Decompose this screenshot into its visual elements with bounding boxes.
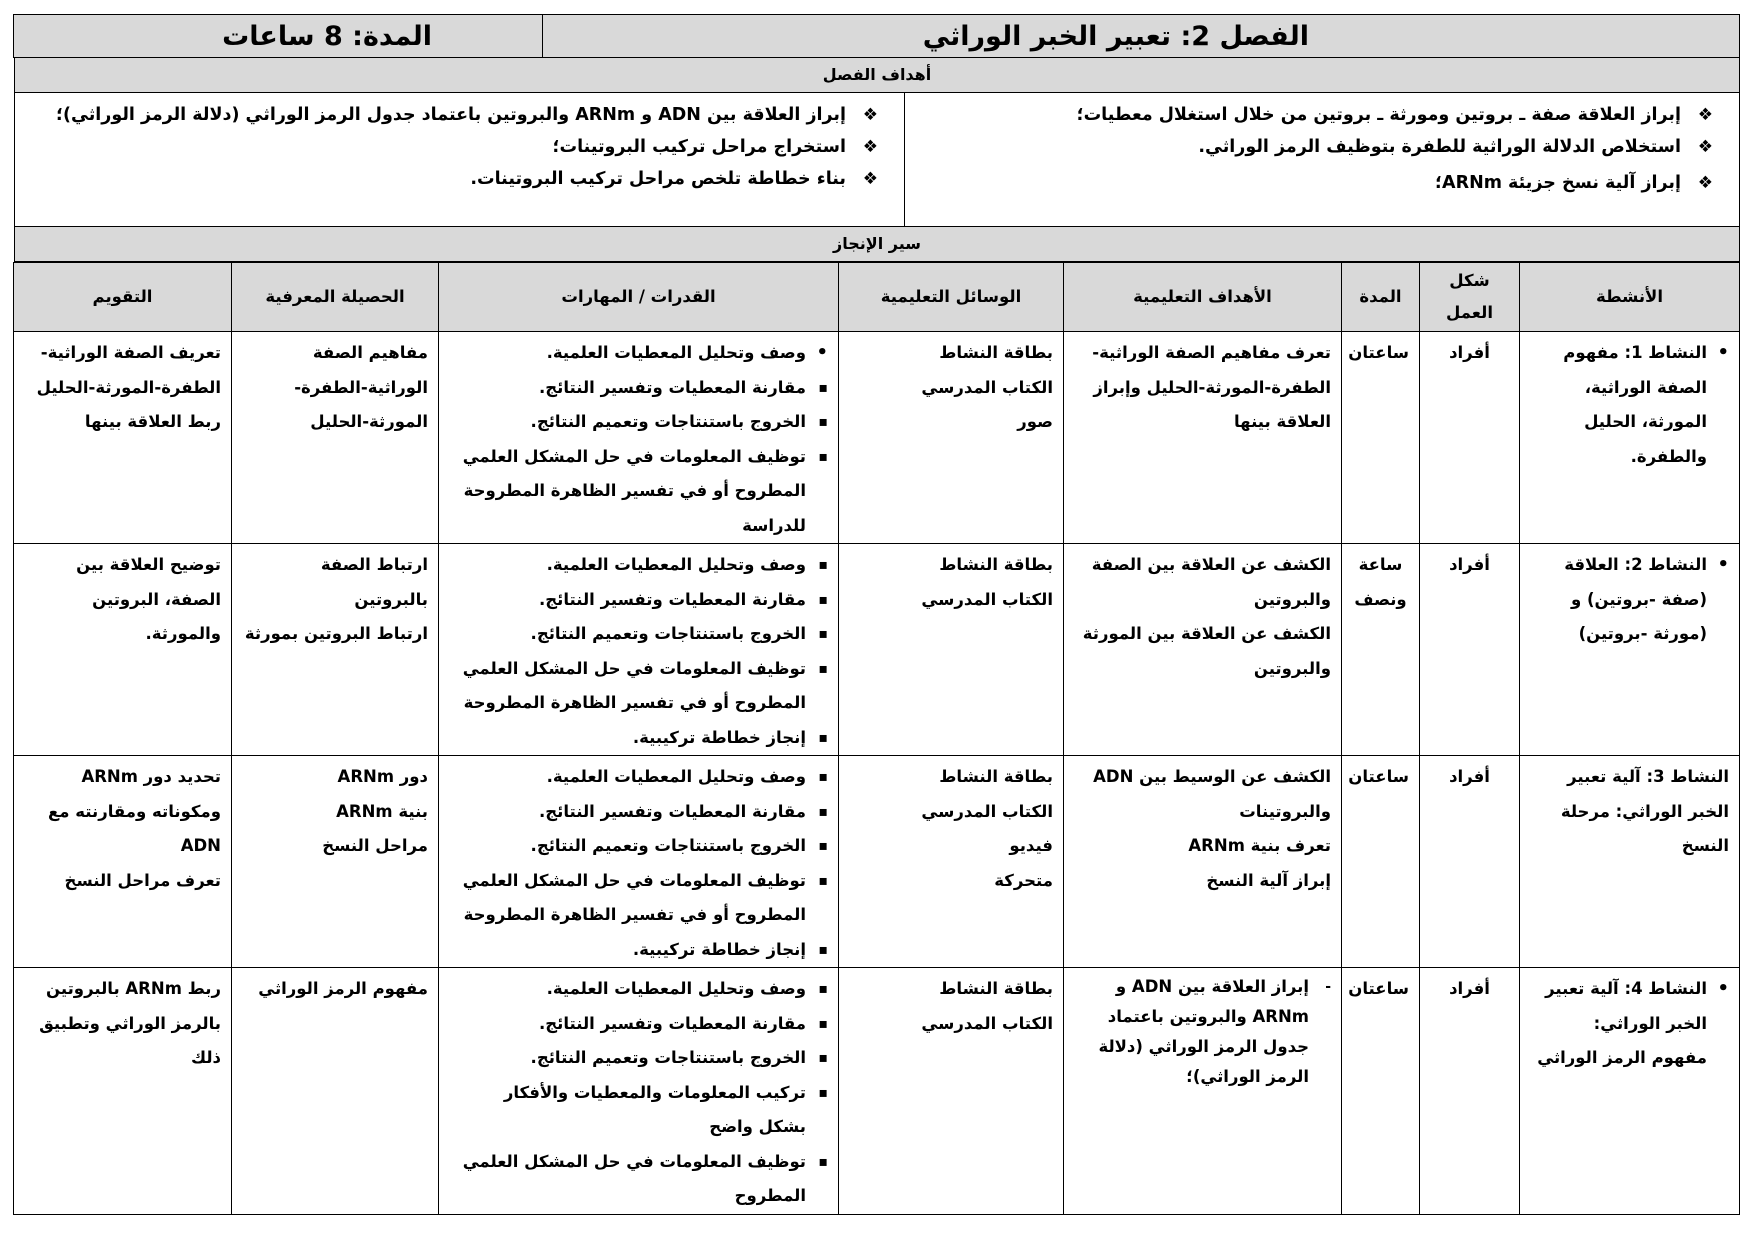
skills-cell [439,968,839,1215]
knowledge-line: بنية ARNm [336,801,428,821]
means-line: الكتاب المدرسي [921,801,1053,821]
goals-cell [1064,756,1342,968]
table-row [14,756,1740,968]
goal-line: الكشف عن العلاقة بين الصفة [1091,555,1331,574]
means-cell [839,968,1064,1215]
table-row [14,544,1740,756]
column-header: القدرات / المهارات [439,263,839,332]
knowledge-line: مفاهيم الصفة [312,343,428,362]
column-header: شكل العمل [1420,263,1520,332]
goal-line: والبروتين [1253,658,1331,678]
objectives-right-column [904,93,1739,226]
duration-line: ونصف [1354,589,1407,609]
activity-line: الخبر الوراثي: [1593,1013,1707,1033]
knowledge-cell [232,756,439,968]
evaluation-line: ومكوناته ومقارنته مع [48,801,221,821]
means-line: الكتاب المدرسي [921,589,1053,609]
evaluation-line: تعريف الصفة الوراثية- [40,343,221,362]
activity-line: مفهوم الرمز الوراثي [1537,1048,1707,1067]
work-form-cell: أفراد [1420,968,1520,1215]
evaluation-line: ربط ARNm بالبروتين [46,979,221,998]
means-line: الكتاب المدرسي [921,1013,1053,1033]
knowledge-line: المورثة-الحليل [310,412,428,431]
activity-line: (صفة -بروتين) و [1571,589,1707,609]
evaluation-line: تحديد دور ARNm [81,767,221,786]
skill-line: ▪ وصف وتحليل المعطيات العلمية. [546,767,806,786]
skill-line: ▪ مقارنة المعطيات وتفسير النتائج. [538,589,806,609]
skill-line: • وصف وتحليل المعطيات العلمية. [546,343,806,362]
skill-line: ▪ إنجاز خطاطة تركيبية. [632,939,806,959]
skill-line: ▪ الخروج باستنتاجات وتعميم النتائج. [530,624,806,643]
knowledge-line: ارتباط الصفة بالبروتين [320,555,428,609]
goal-line: العلاقة بينها [1233,412,1331,431]
knowledge-line: الوراثية-الطفرة- [294,377,428,397]
duration-cell [1342,332,1420,544]
objective-item: ❖ بناء خطاطة تلخص مراحل تركيب البروتينات. [29,163,882,195]
objectives-left-column [15,93,904,226]
evaluation-line: الصفة، البروتين [92,589,221,609]
duration-line: ساعتان [1348,343,1409,362]
activity-line: الصفة الوراثية، [1584,377,1707,397]
goal-line: الطفرة-المورثة-الحليل وإبراز [1093,377,1331,397]
column-header: الوسائل التعليمية [839,263,1064,332]
activity-cell [1520,544,1740,756]
goal-line: والبروتينات [1239,801,1331,821]
evaluation-line: ذلك [190,1048,221,1067]
duration-line: ساعة [1358,555,1403,574]
evaluation-cell [14,756,232,968]
means-line: بطاقة النشاط [939,979,1053,998]
evaluation-line: بالرمز الوراثي وتطبيق [39,1013,221,1033]
activity-line: المورثة، الحليل [1584,412,1707,431]
activity-cell [1520,756,1740,968]
goal-line: ARNm والبروتين باعتماد [1107,1007,1309,1026]
table-row [14,332,1740,544]
column-header: الأنشطة [1520,263,1740,332]
objective-item: ❖ إبراز آلية نسخ جزيئة ARNm؛ [919,167,1717,199]
knowledge-line: دور ARNm [337,767,428,786]
skills-cell [439,544,839,756]
objective-item: ❖ استخلاص الدلالة الوراثية للطفرة بتوظيف الرمز الوراثي. [919,131,1717,163]
goal-line: - إبراز العلاقة بين ADN و [1115,977,1309,996]
lesson-plan-page [14,14,1740,1215]
evaluation-cell [14,968,232,1215]
skill-line: ▪ وصف وتحليل المعطيات العلمية. [546,555,806,574]
goal-line: تعرف مفاهيم الصفة الوراثية- [1092,343,1331,362]
goal-line: إبراز آلية النسخ [1206,870,1331,890]
objective-item: ❖ إبراز العلاقة بين ADN و ARNm والبروتين باعتماد جدول الرمز الوراثي (دلالة الرمز الوراثي)؛ [29,99,882,131]
activity-line: الخبر الوراثي: مرحلة [1560,801,1729,821]
skill-line: ▪ الخروج باستنتاجات وتعميم النتائج. [530,412,806,431]
skill-line: المطروح [734,1186,806,1205]
skill-line: ▪ توظيف المعلومات في حل المشكل العلمي [462,1151,806,1171]
table-header-row [14,263,1740,332]
goals-cell [1064,332,1342,544]
skill-line: ▪ مقارنة المعطيات وتفسير النتائج. [538,1013,806,1033]
skill-line: بشكل واضح [709,1117,806,1136]
goals-cell [1064,968,1342,1215]
means-line: متحركة [994,870,1053,890]
goal-line: جدول الرمز الوراثي (دلالة [1098,1037,1309,1056]
objective-item: ❖ إبراز العلاقة صفة ـ بروتين ومورثة ـ بروتين من خلال استغلال معطيات؛ [919,99,1717,131]
column-header: الأهداف التعليمية [1064,263,1342,332]
knowledge-line: مراحل النسخ [322,836,428,855]
column-header: الحصيلة المعرفية [232,263,439,332]
goal-line: الكشف عن العلاقة بين المورثة [1082,624,1331,643]
objective-item: ❖ استخراج مراحل تركيب البروتينات؛ [29,131,882,163]
goals-cell [1064,544,1342,756]
skill-line: المطروح أو في تفسير الظاهرة المطروحة [463,905,806,924]
means-cell [839,332,1064,544]
knowledge-line: ارتباط البروتين بمورثة [244,624,428,643]
skill-line: للدراسة [742,515,806,535]
activity-line: • النشاط 1: مفهوم [1563,343,1707,362]
goal-line: الرمز الوراثي)؛ [1186,1067,1309,1086]
activity-cell [1520,332,1740,544]
knowledge-cell [232,544,439,756]
skill-line: ▪ مقارنة المعطيات وتفسير النتائج. [538,377,806,397]
means-line: بطاقة النشاط [939,343,1053,362]
means-line: الكتاب المدرسي [921,377,1053,397]
activity-line: النسخ [1681,836,1729,855]
knowledge-line: مفهوم الرمز الوراثي [258,979,428,998]
skill-line: ▪ توظيف المعلومات في حل المشكل العلمي [462,870,806,890]
evaluation-line: ربط العلاقة بينها [84,412,221,431]
duration-cell [1342,544,1420,756]
skill-line: ▪ الخروج باستنتاجات وتعميم النتائج. [530,1048,806,1067]
activity-line: والطفرة. [1630,446,1707,466]
objectives-band: أهداف الفصل [14,58,1740,93]
activity-line: النشاط 3: آلية تعبير [1567,767,1729,786]
skill-line: المطروح أو في تفسير الظاهرة المطروحة [463,693,806,712]
duration-cell [1342,968,1420,1215]
chapter-duration: المدة: 8 ساعات [14,15,543,58]
evaluation-line: تعرف مراحل النسخ [64,870,221,890]
activity-line: (مورثة -بروتين) [1578,624,1707,643]
knowledge-cell [232,968,439,1215]
skill-line: ▪ توظيف المعلومات في حل المشكل العلمي [462,658,806,678]
evaluation-line: الطفرة-المورثة-الحليل [36,377,221,397]
skill-line: ▪ وصف وتحليل المعطيات العلمية. [546,979,806,998]
goal-line: تعرف بنية ARNm [1188,836,1331,855]
skill-line: ▪ مقارنة المعطيات وتفسير النتائج. [538,801,806,821]
knowledge-cell [232,332,439,544]
progress-band: سير الإنجاز [14,227,1740,262]
goal-line: الكشف عن الوسيط بين ADN [1093,767,1331,786]
means-line: بطاقة النشاط [939,555,1053,574]
evaluation-line: توضيح العلاقة بين [76,555,221,574]
table-row [14,968,1740,1215]
skills-cell [439,756,839,968]
evaluation-cell [14,332,232,544]
duration-line: ساعتان [1348,979,1409,998]
column-header: المدة [1342,263,1420,332]
evaluation-line: ADN [180,836,221,855]
evaluation-line: والمورثة. [145,624,221,643]
work-form-cell: أفراد [1420,544,1520,756]
skills-cell [439,332,839,544]
column-header: التقويم [14,263,232,332]
work-form-cell: أفراد [1420,756,1520,968]
activity-line: • النشاط 2: العلاقة [1564,555,1707,574]
activities-table [13,262,1740,1215]
chapter-title: الفصل 2: تعبير الخبر الوراثي [543,15,1740,58]
evaluation-cell [14,544,232,756]
skill-line: المطروح أو في تفسير الظاهرة المطروحة [463,481,806,500]
chapter-objectives [14,93,1740,227]
duration-line: ساعتان [1348,767,1409,786]
chapter-header [13,14,1740,58]
means-cell [839,756,1064,968]
means-line: بطاقة النشاط [939,767,1053,786]
activity-cell [1520,968,1740,1215]
means-line: فيديو [1009,836,1053,855]
goal-line: والبروتين [1253,589,1331,609]
duration-cell [1342,756,1420,968]
means-line: صور [1017,412,1053,431]
means-cell [839,544,1064,756]
skill-line: ▪ توظيف المعلومات في حل المشكل العلمي [462,446,806,466]
skill-line: ▪ الخروج باستنتاجات وتعميم النتائج. [530,836,806,855]
skill-line: ▪ تركيب المعلومات والمعطيات والأفكار [503,1082,806,1102]
work-form-cell: أفراد [1420,332,1520,544]
skill-line: ▪ إنجاز خطاطة تركيبية. [632,727,806,747]
activity-line: • النشاط 4: آلية تعبير [1545,979,1707,998]
